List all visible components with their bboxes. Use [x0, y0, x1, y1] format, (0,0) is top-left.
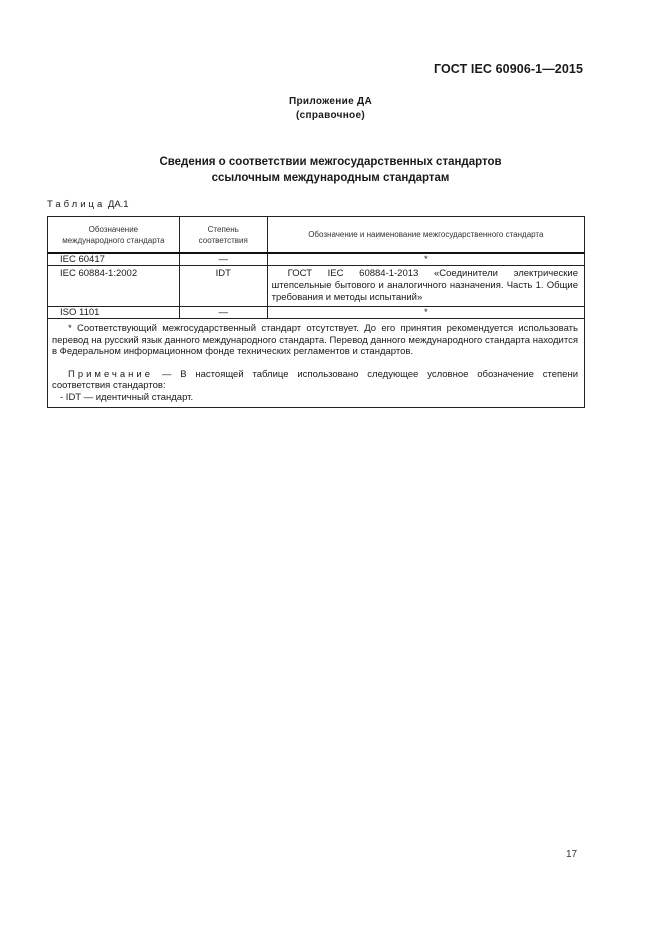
cell-intl: IEC 60417: [48, 253, 180, 266]
cell-degree: IDT: [179, 266, 267, 307]
table-notes-row: [48, 319, 585, 408]
correspondence-table: [47, 216, 585, 408]
note-item: - IDT — идентичный стандарт.: [60, 391, 194, 403]
header-text: международного стандарта: [62, 235, 165, 245]
cell-intl: IEC 60884-1:2002: [48, 266, 180, 307]
column-header-interstate: Обозначение и наименование межгосударственного стандарта: [267, 217, 584, 254]
page-number: 17: [566, 849, 578, 860]
header-text: Обозначение: [88, 224, 139, 234]
annex-title: Приложение ДА: [289, 96, 372, 107]
column-header-degree: [179, 217, 267, 254]
cell-interstate: *: [267, 253, 584, 266]
table-row: [48, 307, 585, 319]
annex-subtitle: (справочное): [296, 110, 365, 121]
title-line-2: ссылочным международным стандартам: [211, 172, 450, 184]
footnote: * Соответствующий межгосударственный стандарт отсутствует. До его принятия рекомендуется использовать перевод на русский язык данного международного стандарта. Перевод данного международного стандарта находится в Федеральном информационном фонде технических регламентов и стандартов.: [52, 323, 578, 357]
cell-interstate: *: [267, 307, 584, 319]
cell-degree: —: [179, 307, 267, 319]
note-label: Примечание: [68, 368, 153, 380]
cell-degree: —: [179, 253, 267, 266]
table-label-word: Таблица: [47, 199, 106, 210]
table-label: [47, 199, 129, 210]
table-row: [48, 253, 585, 266]
table-row: [48, 266, 585, 307]
document-title: [0, 154, 661, 186]
standard-code: ГОСТ IEC 60906-1—2015: [433, 62, 583, 76]
header-text: соответствия: [198, 235, 248, 245]
note-text: — В настоящей таблице использовано следующее условное обозначение степени соответствия стандартов:: [52, 368, 578, 391]
cell-interstate: ГОСТ IEC 60884-1-2013 «Соединители электрические штепсельные бытового и аналогичного назначения. Часть 1. Общие требования и методы испытаний»: [267, 266, 584, 307]
header-text: Степень: [207, 224, 239, 234]
note: [52, 369, 578, 392]
title-line-1: Сведения о соответствии межгосударственных стандартов: [159, 156, 502, 168]
annex-heading: [0, 95, 661, 123]
cell-intl: ISO 1101: [48, 307, 180, 319]
column-header-intl: [48, 217, 180, 254]
table-notes: [48, 319, 585, 408]
table-label-id: ДА.1: [107, 199, 129, 210]
